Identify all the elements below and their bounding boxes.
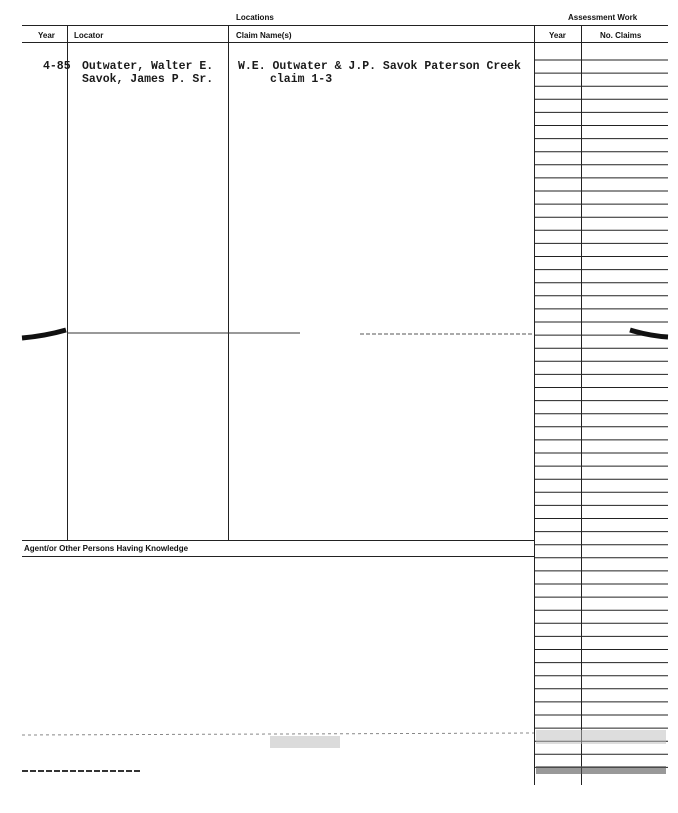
fold-mark-right: [630, 330, 668, 337]
claim-name: claim 1-3: [270, 73, 333, 86]
column-header-claim-names: Claim Name(s): [236, 31, 292, 40]
locator-name: Savok, James P. Sr.: [82, 73, 214, 86]
column-header-no-claims: No. Claims: [600, 31, 642, 40]
locations-heading: Locations: [236, 13, 274, 22]
entry-year: 4-85: [43, 60, 71, 73]
column-header-year: Year: [38, 31, 55, 40]
fold-mark-left: [22, 330, 66, 338]
claim-name: W.E. Outwater & J.P. Savok Paterson Creek: [238, 60, 521, 73]
column-header-locator: Locator: [74, 31, 104, 40]
agent-section-label: Agent/or Other Persons Having Knowledge: [24, 544, 189, 553]
locator-name: Outwater, Walter E.: [82, 60, 214, 73]
assessment-work-heading: Assessment Work: [568, 13, 638, 22]
column-header-aw-year: Year: [549, 31, 566, 40]
